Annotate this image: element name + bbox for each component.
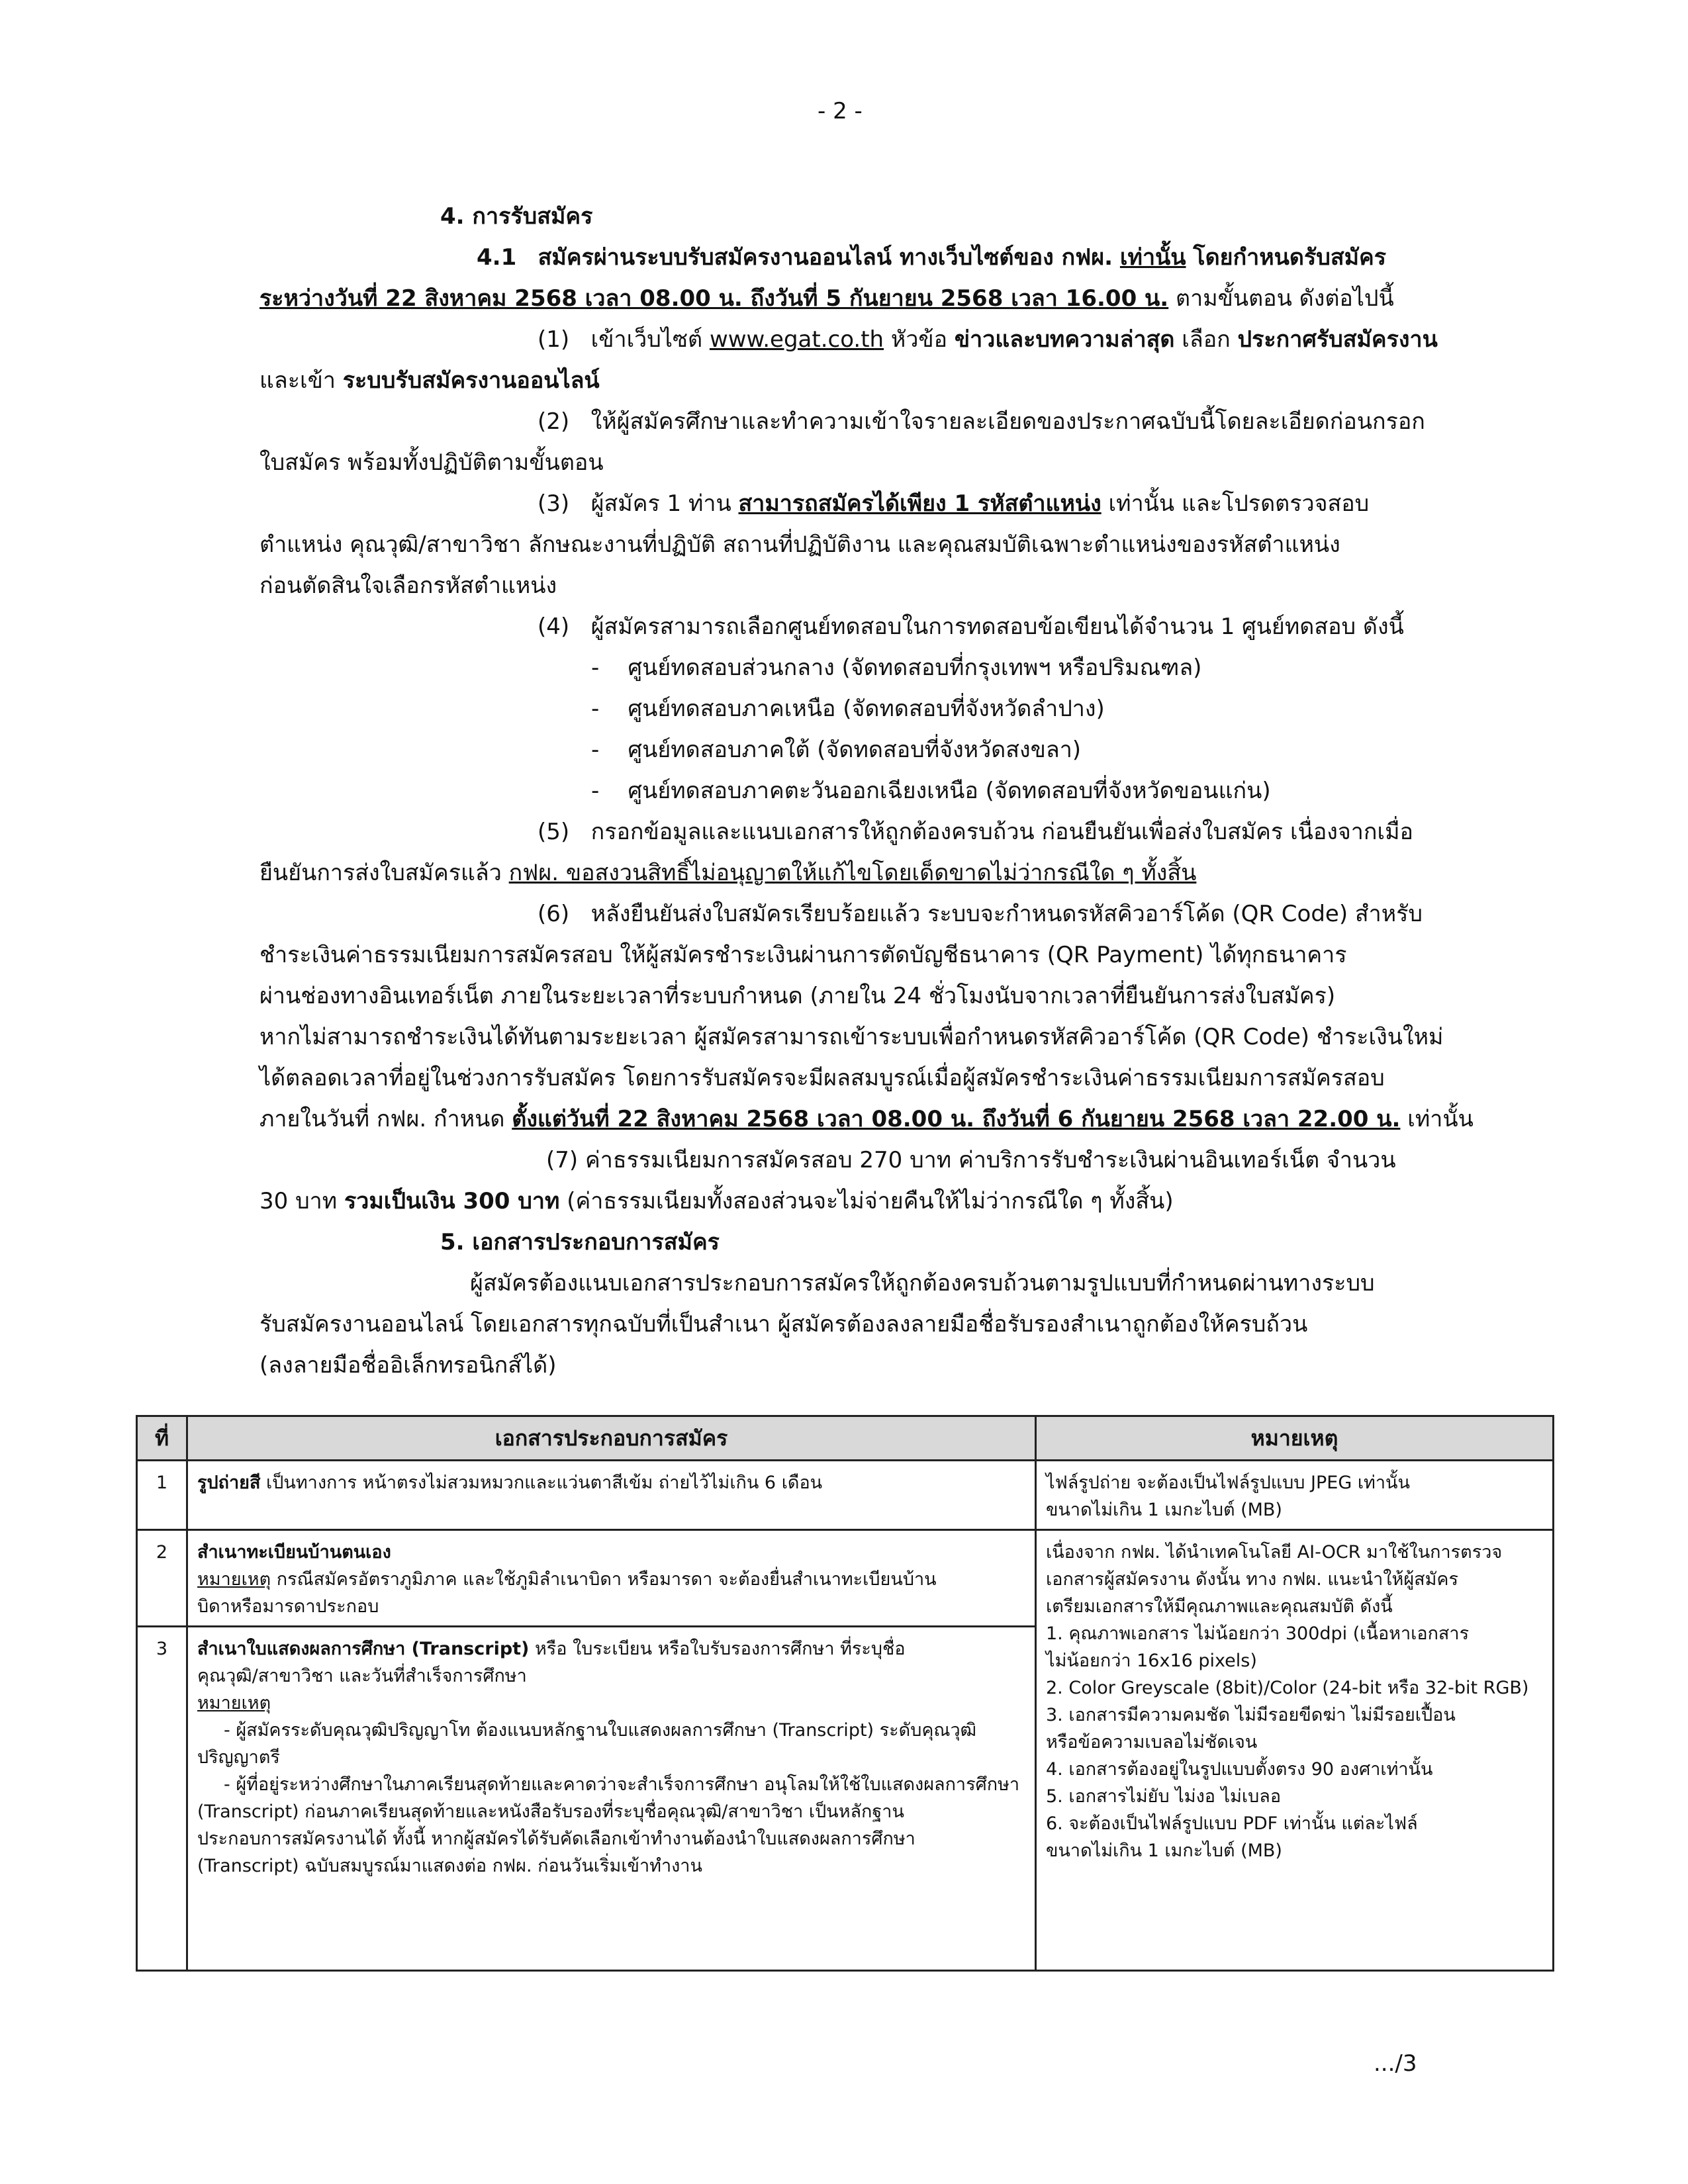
next-page-marker: .../3: [1374, 2050, 1417, 2077]
step-6-line1: (6) หลังยืนยันส่งใบสมัครเรียบร้อยแล้ว ระบบจะกำหนดรหัสคิวอาร์โค้ด (QR Code) สำหรับ: [538, 901, 1423, 927]
step-2-line2: ใบสมัคร พร้อมทั้งปฏิบัติตามขั้นตอน: [259, 449, 604, 476]
section-5-line2: รับสมัครงานออนไลน์ โดยเอกสารทุกฉบับที่เป็นสำเนา ผู้สมัครต้องลงลายมือชื่อรับรองสำเนาถูกต้องให้ครบถ้วน: [259, 1311, 1308, 1338]
page-number: - 2 -: [818, 98, 863, 124]
step-6-line5: ได้ตลอดเวลาที่อยู่ในช่วงการรับสมัคร โดยการรับสมัครจะมีผลสมบูรณ์เมื่อผู้สมัครชำระเงินค่าธรรมเนียมการสมัครสอบ: [259, 1065, 1385, 1091]
table-row: [137, 1530, 1554, 1627]
item-4-1-line2: ระหว่างวันที่ 22 สิงหาคม 2568 เวลา 08.00 น. ถึงวันที่ 5 กันยายน 2568 เวลา 16.00 น. ตามขั้นตอน ดังต่อไปนี้: [259, 285, 1394, 312]
step-1-line1: (1) เข้าเว็บไซต์ www.egat.co.th หัวข้อ ข่าวและบทความล่าสุด เลือก ประกาศรับสมัครงาน: [538, 326, 1438, 353]
step-6-line2: ชำระเงินค่าธรรมเนียมการสมัครสอบ ให้ผู้สมัครชำระเงินผ่านการตัดบัญชีธนาคาร (QR Payment) ได้ทุกธนาคาร: [259, 942, 1347, 968]
step-5-line1: (5) กรอกข้อมูลและแนบเอกสารให้ถูกต้องครบถ้วน ก่อนยืนยันเพื่อส่งใบสมัคร เนื่องจากเมื่อ: [538, 819, 1413, 845]
egat-website-link[interactable]: www.egat.co.th: [709, 326, 884, 353]
document-cell: รูปถ่ายสี เป็นทางการ หน้าตรงไม่สวมหมวกและแว่นตาสีเข้ม ถ่ายไว้ไม่เกิน 6 เดือน: [187, 1461, 1036, 1530]
step-6-line4: หากไม่สามารถชำระเงินได้ทันตามระยะเวลา ผู้สมัครสามารถเข้าระบบเพื่อกำหนดรหัสคิวอาร์โค้ด (QR Code) ชำระเงินใหม่: [259, 1024, 1444, 1050]
step-2-line1: (2) ให้ผู้สมัครศึกษาและทำความเข้าใจรายละเอียดของประกาศฉบับนี้โดยละเอียดก่อนกรอก: [538, 408, 1425, 435]
section-5-line1: ผู้สมัครต้องแนบเอกสารประกอบการสมัครให้ถูกต้องครบถ้วนตามรูปแบบที่กำหนดผ่านทางระบบ: [470, 1270, 1375, 1297]
test-center-3: - ศูนย์ทดสอบภาคใต้ (จัดทดสอบที่จังหวัดสงขลา): [591, 737, 1082, 763]
shared-remark-cell: เนื่องจาก กฟผ. ได้นำเทคโนโลยี AI-OCR มาใช้ในการตรวจ เอกสารผู้สมัครงาน ดังนั้น ทาง กฟผ. แนะนำให้ผู้สมัคร เตรียมเอกสารให้มีคุณภาพและคุณสมบัติ ดังนี้ 1. คุณภาพเอกสาร ไม่น้อยกว่า 300dpi (เนื้อหาเอกสาร ไม่น้อยกว่า 16x16 pixels) 2. Color Greyscale (8bit)/Color (24-bit หรือ 32-bit RGB) 3. เอกสารมีความคมชัด ไม่มีรอยขีดฆ่า ไม่มีรอยเปื้อน หรือข้อความเบลอไม่ชัดเจน 4. เอกสารต้องอยู่ในรูปแบบตั้งตรง 90 องศาเท่านั้น 5. เอกสารไม่ยับ ไม่งอ ไม่เบลอ 6. จะต้องเป็นไฟล์รูปแบบ PDF เท่านั้น แต่ละไฟล์ ขนาดไม่เกิน 1 เมกะไบต์ (MB): [1036, 1530, 1554, 1971]
section-4-heading: 4. การรับสมัคร: [440, 203, 593, 230]
document-cell: สำเนาทะเบียนบ้านตนเอง หมายเหตุ กรณีสมัครอัตราภูมิภาค และใช้ภูมิลำเนาบิดา หรือมารดา จะต้องยื่นสำเนาทะเบียนบ้าน บิดาหรือมารดาประกอบ: [187, 1530, 1036, 1627]
row-number: 1: [137, 1461, 187, 1530]
row-number: 2: [137, 1530, 187, 1627]
table-row: [137, 1461, 1554, 1530]
document-cell: สำเนาใบแสดงผลการศึกษา (Transcript) หรือ ใบระเบียน หรือใบรับรองการศึกษา ที่ระบุชื่อ คุณวุฒิ/สาขาวิชา และวันที่สำเร็จการศึกษา หมายเหตุ - ผู้สมัครระดับคุณวุฒิปริญญาโท ต้องแนบหลักฐานใบแสดงผลการศึกษา (Transcript) ระดับคุณวุฒิ ปริญญาตรี - ผู้ที่อยู่ระหว่างศึกษาในภาคเรียนสุดท้ายและคาดว่าจะสำเร็จการศึกษา อนุโลมให้ใช้ใบแสดงผลการศึกษา (Transcript) ก่อนภาคเรียนสุดท้ายและหนังสือรับรองที่ระบุชื่อคุณวุฒิ/สาขาวิชา เป็นหลักฐาน ประกอบการสมัครงานได้ ทั้งนี้ หากผู้สมัครได้รับคัดเลือกเข้าทำงานต้องนำใบแสดงผลการศึกษา (Transcript) ฉบับสมบูรณ์มาแสดงต่อ กฟผ. ก่อนวันเริ่มเข้าทำงาน: [187, 1627, 1036, 1971]
col-header-document: เอกสารประกอบการสมัคร: [187, 1416, 1036, 1461]
step-3-line2: ตำแหน่ง คุณวุฒิ/สาขาวิชา ลักษณะงานที่ปฏิบัติ สถานที่ปฏิบัติงาน และคุณสมบัติเฉพาะตำแหน่งของรหัสตำแหน่ง: [259, 531, 1340, 558]
col-header-number: ที่: [137, 1416, 187, 1461]
step-7-line1: (7) ค่าธรรมเนียมการสมัครสอบ 270 บาท ค่าบริการรับชำระเงินผ่านอินเทอร์เน็ต จำนวน: [546, 1147, 1396, 1173]
table-header-row: [137, 1416, 1554, 1461]
step-6-line3: ผ่านช่องทางอินเทอร์เน็ต ภายในระยะเวลาที่ระบบกำหนด (ภายใน 24 ชั่วโมงนับจากเวลาที่ยืนยันการส่งใบสมัคร): [259, 983, 1336, 1009]
test-center-4: - ศูนย์ทดสอบภาคตะวันออกเฉียงเหนือ (จัดทดสอบที่จังหวัดขอนแก่น): [591, 778, 1271, 804]
step-1-line2: และเข้า ระบบรับสมัครงานออนไลน์: [259, 367, 600, 394]
step-3-line1: (3) ผู้สมัคร 1 ท่าน สามารถสมัครได้เพียง 1 รหัสตำแหน่ง เท่านั้น และโปรดตรวจสอบ: [538, 490, 1370, 517]
section-5-line3: (ลงลายมือชื่ออิเล็กทรอนิกส์ได้): [259, 1352, 557, 1379]
remark-cell: ไฟล์รูปถ่าย จะต้องเป็นไฟล์รูปแบบ JPEG เท่านั้น ขนาดไม่เกิน 1 เมกะไบต์ (MB): [1036, 1461, 1554, 1530]
step-5-line2: ยืนยันการส่งใบสมัครแล้ว กฟผ. ขอสงวนสิทธิ์ไม่อนุญาตให้แก้ไขโดยเด็ดขาดไม่ว่ากรณีใด ๆ ทั้งสิ้น: [259, 860, 1197, 886]
step-3-line3: ก่อนตัดสินใจเลือกรหัสตำแหน่ง: [259, 572, 557, 599]
step-4-line1: (4) ผู้สมัครสามารถเลือกศูนย์ทดสอบในการทดสอบข้อเขียนได้จำนวน 1 ศูนย์ทดสอบ ดังนี้: [538, 614, 1404, 640]
col-header-remark: หมายเหตุ: [1036, 1416, 1554, 1461]
step-7-line2: 30 บาท รวมเป็นเงิน 300 บาท (ค่าธรรมเนียมทั้งสองส่วนจะไม่จ่ายคืนให้ไม่ว่ากรณีใด ๆ ทั้งสิ้น): [259, 1188, 1174, 1214]
step-6-line6: ภายในวันที่ กฟผ. กำหนด ตั้งแต่วันที่ 22 สิงหาคม 2568 เวลา 08.00 น. ถึงวันที่ 6 กันยายน 2568 เวลา 22.00 น. เท่านั้น: [259, 1106, 1474, 1132]
row-number: 3: [137, 1627, 187, 1971]
test-center-2: - ศูนย์ทดสอบภาคเหนือ (จัดทดสอบที่จังหวัดลำปาง): [591, 696, 1105, 722]
section-5-heading: 5. เอกสารประกอบการสมัคร: [440, 1229, 720, 1255]
documents-table: [136, 1415, 1554, 1972]
test-center-1: - ศูนย์ทดสอบส่วนกลาง (จัดทดสอบที่กรุงเทพฯ หรือปริมณฑล): [591, 655, 1202, 681]
item-4-1-line1: 4.1 สมัครผ่านระบบรับสมัครงานออนไลน์ ทางเว็บไซต์ของ กฟผ. เท่านั้น โดยกำหนดรับสมัคร: [477, 244, 1387, 271]
